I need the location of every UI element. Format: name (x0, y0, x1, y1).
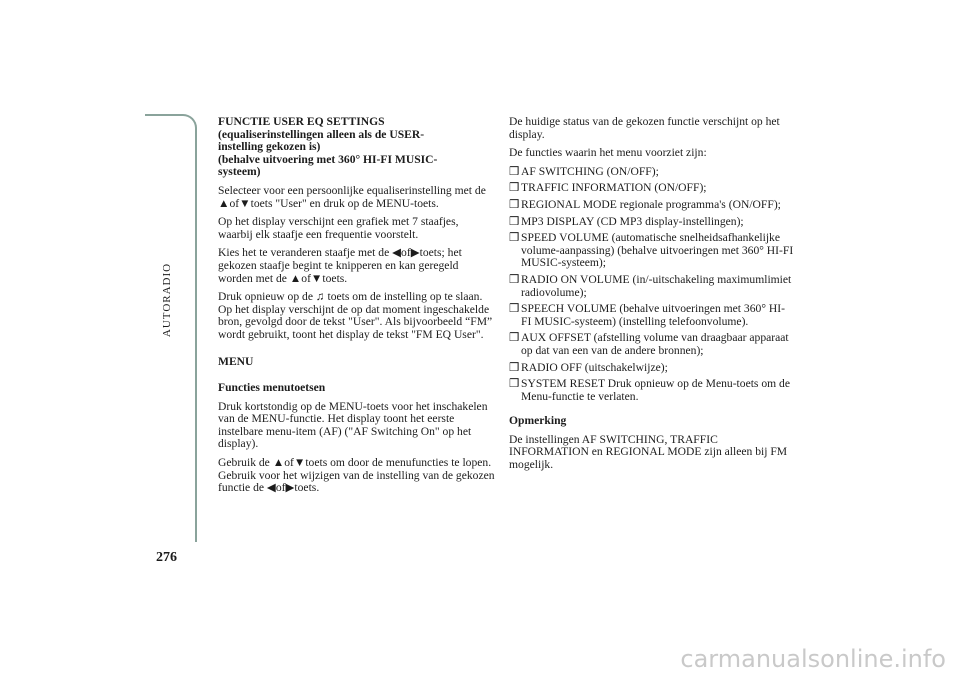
list-item (509, 232, 794, 270)
section-heading (218, 116, 496, 179)
paragraph: Op het display verschijnt een grafiek met 7 staafjes, waarbij elk staafje een frequentie voorstelt. (218, 215, 459, 241)
checkbox-bullet-icon: ❒ (509, 197, 520, 211)
checkbox-bullet-icon: ❒ (509, 214, 520, 228)
checkbox-bullet-icon: ❒ (509, 331, 520, 345)
section-label: AUTORADIO (161, 262, 173, 338)
list-item-text: RADIO OFF (uitschakelwijze); (521, 360, 668, 374)
sub-heading: Functies menutoetsen (218, 381, 326, 395)
note-heading: Opmerking (509, 414, 567, 428)
list-item-text: AF SWITCHING (ON/OFF); (521, 164, 659, 178)
list-item (509, 332, 794, 357)
list-item (509, 216, 794, 229)
checkbox-bullet-icon: ❒ (509, 360, 520, 374)
list-item-text: SPEED VOLUME (automatische snelheidsafhankelijke volume-aanpassing) (behalve uitvoeringen met 360° HI-FI MUSIC-systeem); (521, 231, 794, 270)
checkbox-bullet-icon: ❒ (509, 377, 520, 391)
list-item (509, 182, 794, 195)
paragraph: Gebruik de ▲of▼toets om door de menufuncties te lopen. Gebruik voor het wijzigen van de instelling van de gekozen functie de ◀of▶toets. (218, 456, 495, 495)
heading-line: systeem) (218, 165, 261, 179)
list-item (509, 199, 794, 212)
menu-heading: MENU (218, 354, 254, 368)
paragraph: Kies het te veranderen staafje met de ◀of▶toets; het gekozen staafje begint te knipperen en kan geregeld worden met de ▲of▼toets. (218, 246, 462, 285)
list-item (509, 274, 794, 299)
note-text: De instellingen AF SWITCHING, TRAFFIC INFORMATION en REGIONAL MODE zijn alleen bij FM mogelijk. (509, 432, 788, 472)
paragraph: Druk kortstondig op de MENU-toets voor het inschakelen van de MENU-functie. Het display toont het eerste instelbare menu-item (AF) ("AF Switching On" op het display). (218, 399, 488, 451)
paragraph: Selecteer voor een persoonlijke equaliserinstelling met de ▲of▼toets "User" en druk op de MENU-toets. (218, 183, 486, 210)
right-column (509, 116, 794, 478)
list-item-text: SYSTEM RESET Druk opnieuw op de Menu-toets om de Menu-functie te verlaten. (521, 377, 790, 403)
paragraph: De huidige status van de gekozen functie verschijnt op het display. (509, 115, 780, 141)
checkbox-bullet-icon: ❒ (509, 231, 520, 245)
list-item-text: REGIONAL MODE regionale programma's (ON/OFF); (521, 197, 781, 211)
heading-line: FUNCTIE USER EQ SETTINGS (218, 115, 385, 128)
left-column (218, 116, 496, 501)
heading-line: instelling gekozen is) (218, 140, 321, 154)
list-item-text: RADIO ON VOLUME (in/-uitschakeling maximumlimiet radiovolume); (521, 272, 792, 299)
list-item (509, 166, 794, 179)
watermark: carmanualsonline.info (680, 645, 946, 673)
paragraph: Druk opnieuw op de ♫ toets om de instelling op te slaan. Op het display verschijnt de op dat moment ingeschakelde bron, gevolgd door de tekst "User". Als bijvoorbeeld “FM” wordt gebruikt, toont het display de tekst "FM EQ User". (218, 290, 493, 341)
checkbox-bullet-icon: ❒ (509, 164, 520, 178)
checkbox-bullet-icon: ❒ (509, 302, 520, 316)
list-item-text: SPEECH VOLUME (behalve uitvoeringen met 360° HI-FI MUSIC-systeem) (instelling telefoonvolume). (521, 302, 785, 328)
list-item-text: MP3 DISPLAY (CD MP3 display-instellingen); (521, 214, 744, 228)
list-item (509, 362, 794, 375)
page-number: 276 (156, 550, 177, 565)
paragraph: De functies waarin het menu voorziet zijn: (509, 146, 707, 160)
list-item-text: AUX OFFSET (afstelling volume van draagbaar apparaat op dat van een van de andere bronnen); (521, 331, 789, 357)
list-item (509, 303, 794, 328)
checkbox-bullet-icon: ❒ (509, 181, 520, 195)
checkbox-bullet-icon: ❒ (509, 272, 520, 286)
heading-line: (behalve uitvoering met 360° HI-FI MUSIC- (218, 152, 438, 166)
function-list (509, 166, 794, 404)
heading-line: (equaliserinstellingen alleen als de USER- (218, 127, 425, 141)
list-item-text: TRAFFIC INFORMATION (ON/OFF); (521, 181, 707, 195)
list-item (509, 378, 794, 403)
